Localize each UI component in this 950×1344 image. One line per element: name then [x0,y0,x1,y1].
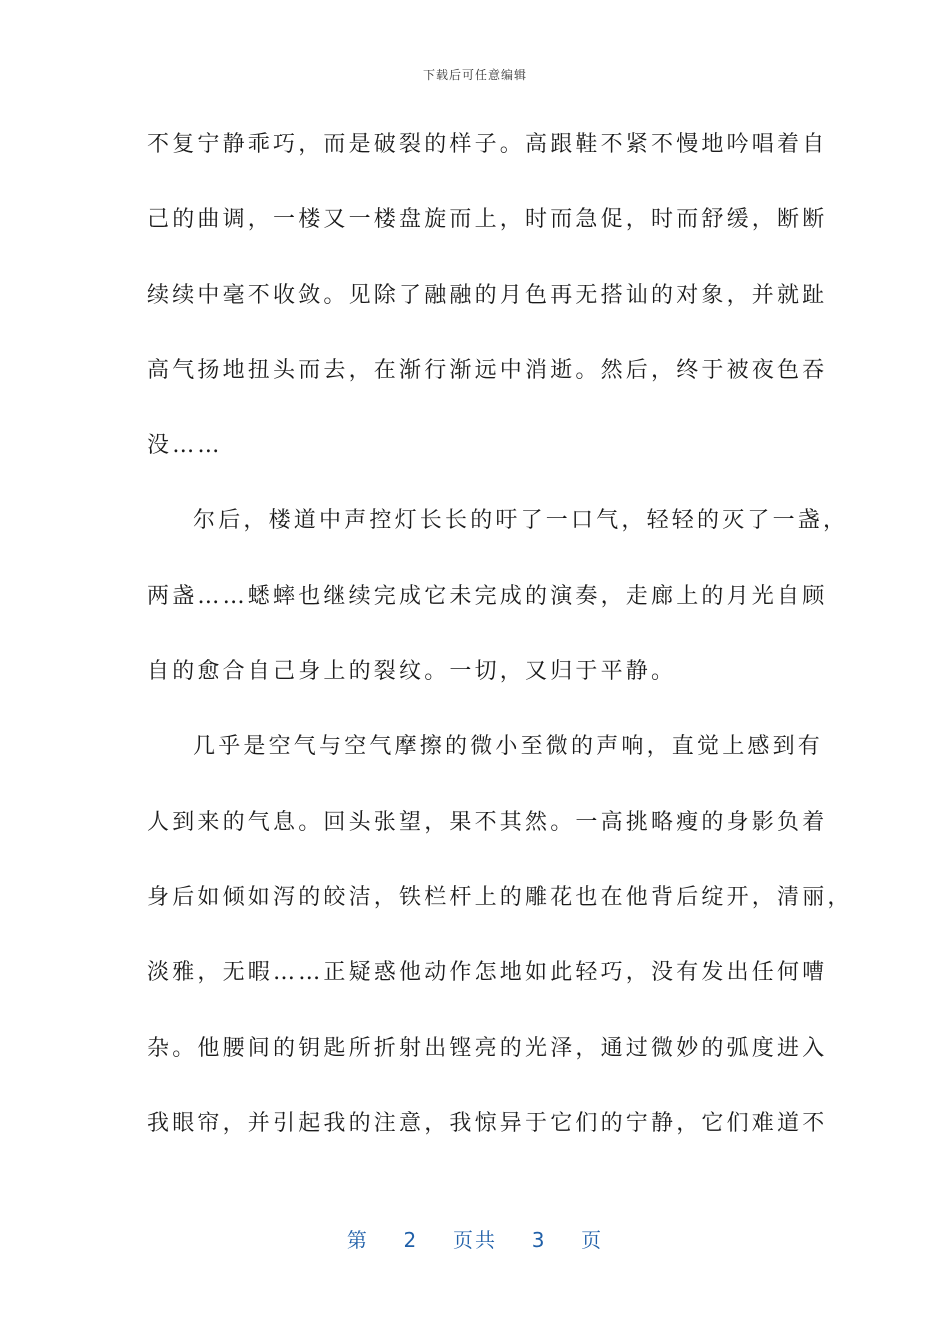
document-body [147,124,853,1178]
page-footer [0,1224,950,1253]
page-header: 下载后可任意编辑 [422,68,527,82]
total-pages-number: 3 [531,1228,547,1252]
text-line: 己的曲调，一楼又一楼盘旋而上，时而急促，时而舒缓，断断 [147,207,828,233]
text-line: 续续中毫不收敛。见除了融融的月色再无搭讪的对象，并就趾 [147,282,828,308]
current-page-number: 2 [403,1228,419,1252]
paragraph-start-line: 尔后，楼道中声控灯长长的吁了一口气，轻轻的灭了一盏， [193,508,849,534]
text-line: 两盏……蟋蟀也继续完成它未完成的演奏，走廊上的月光自顾 [147,583,828,609]
paragraph-start-line: 几乎是空气与空气摩擦的微小至微的声响，直觉上感到有 [193,734,824,760]
text-line: 我眼帘，并引起我的注意，我惊异于它们的宁静，它们难道不 [147,1110,828,1136]
text-line: 淡雅，无暇……正疑惑他动作怎地如此轻巧，没有发出任何嘈 [147,960,828,986]
text-line: 身后如倾如泻的皎洁，铁栏杆上的雕花也在他背后绽开，清丽， [147,884,853,910]
footer-prefix: 第 [346,1228,369,1252]
footer-middle: 页共 [453,1228,497,1252]
text-line: 不复宁静乖巧，而是破裂的样子。高跟鞋不紧不慢地吟唱着自 [147,132,828,157]
text-line: 人到来的气息。回头张望，果不其然。一高挑略瘦的身影负着 [147,809,828,835]
footer-suffix: 页 [581,1228,604,1252]
text-line: 没…… [147,433,223,459]
text-line: 高气扬地扭头而去，在渐行渐远中消逝。然后，终于被夜色吞 [147,357,828,383]
text-line: 自的愈合自己身上的裂纹。一切，又归于平静。 [147,659,677,685]
text-line: 杂。他腰间的钥匙所折射出铿亮的光泽，通过微妙的弧度进入 [147,1035,828,1061]
